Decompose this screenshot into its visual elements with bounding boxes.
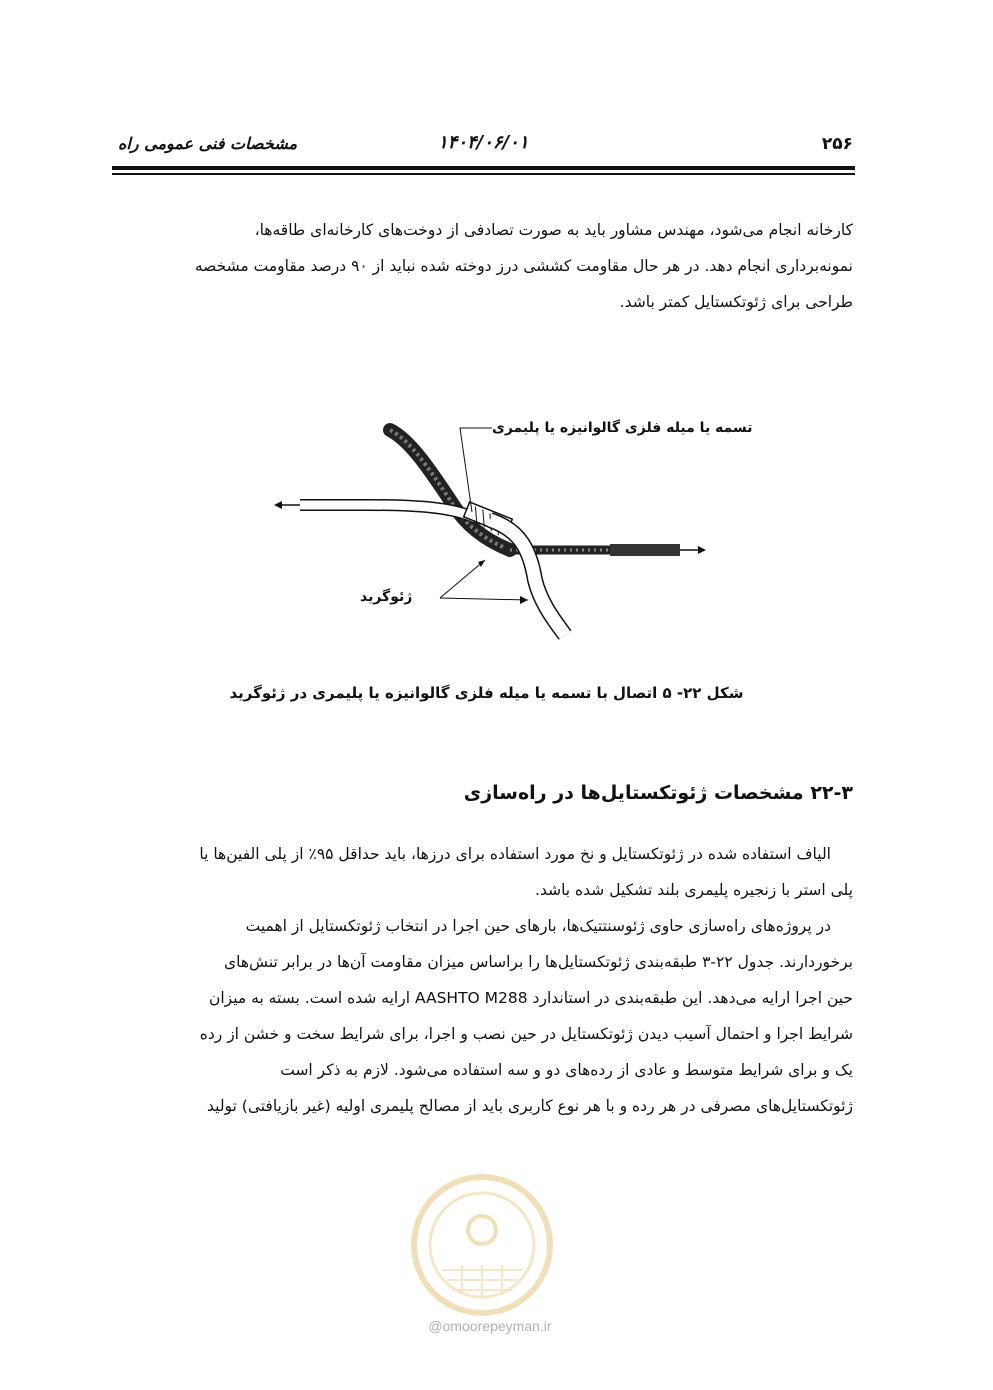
text-line: الیاف استفاده شده در ژئوتکستایل و نخ مورد استفاده برای درزها، باید حداقل ۹۵٪ از پلی الفین‌ها یا	[199, 845, 831, 863]
paragraph-fibers	[120, 836, 853, 908]
arrow-left-head	[274, 501, 282, 509]
figure-label-geogrid: ژئوگرید	[360, 589, 413, 605]
leader-geogrid-2	[440, 598, 528, 600]
leader-geogrid-1-head	[478, 560, 485, 567]
geogrid-connection-figure	[260, 400, 740, 660]
text-line: ژئوتکستایل‌های مصرفی در هر رده و با هر نوع کاربری باید از مصالح پلیمری اولیه (غیر بازیافتی) تولید	[207, 1097, 853, 1115]
text-line: برخوردارند. جدول ۲۲-۳ طبقه‌بندی ژئوتکستایل‌ها را براساس میزان مقاومت آن‌ها در برابر تنش‌های	[224, 953, 853, 971]
geogrid-upper-band	[390, 430, 510, 550]
text-line: طراحی برای ژئوتکستایل کمتر باشد.	[619, 293, 853, 311]
page-number: ۲۵۶	[821, 134, 853, 154]
figure-label-strip: تسمه یا میله فلزی گالوانیزه یا پلیمری	[492, 420, 753, 436]
header-date: ۱۴۰۴/۰۶/۰۱	[438, 132, 529, 153]
watermark-text: @omoorepeyman.ir	[428, 1318, 552, 1334]
leader-geogrid-2-head	[520, 596, 528, 604]
leader-geogrid-1	[440, 560, 485, 598]
text-line: حین اجرا ارایه می‌دهد. این طبقه‌بندی در استاندارد AASHTO M288 ارایه شده است. بسته به میزان	[208, 989, 853, 1007]
figure-caption: شکل ۲۲- ۵ اتصال با تسمه یا میله فلزی گالوانیزه یا پلیمری در ژئوگرید	[229, 684, 744, 702]
text-line: پلی استر با زنجیره پلیمری بلند تشکیل شده باشد.	[535, 881, 853, 899]
text-line: شرایط اجرا و احتمال آسیب دیدن ژئوتکستایل در حین نصب و اجرا، برای شرایط سخت و خشن از رده	[199, 1025, 853, 1043]
text-line: نمونه‌برداری انجام دهد. در هر حال مقاومت کششی درز دوخته شده نباید از ۹۰ درصد مقاومت مشخصه	[194, 257, 853, 275]
header-rule-thick	[112, 166, 855, 170]
arrow-right-head	[698, 546, 706, 554]
leader-strip	[460, 428, 492, 512]
text-line: در پروژه‌های راه‌سازی حاوی ژئوسنتتیک‌ها، بارهای حین اجرا در انتخاب ژئوتکستایل از اهمیت	[245, 917, 831, 935]
text-line: یک و برای شرایط متوسط و عادی از رده‌های دو و سه استفاده می‌شود. لازم به ذکر است	[280, 1061, 853, 1079]
intro-paragraph	[120, 212, 853, 320]
text-line: کارخانه انجام می‌شود، مهندس مشاور باید به صورت تصادفی از دوخت‌های کارخانه‌ای طاقه‌ها،	[254, 221, 853, 239]
section-title: ۲۲-۳ مشخصات ژئوتکستایل‌ها در راه‌سازی	[463, 782, 853, 804]
header-rule-thin	[112, 173, 855, 175]
geogrid-right-end	[610, 544, 680, 556]
page-header	[118, 128, 853, 164]
watermark-logo	[372, 1170, 592, 1320]
paragraph-classification	[120, 908, 853, 1124]
book-title: مشخصات فنی عمومی راه	[118, 134, 298, 153]
